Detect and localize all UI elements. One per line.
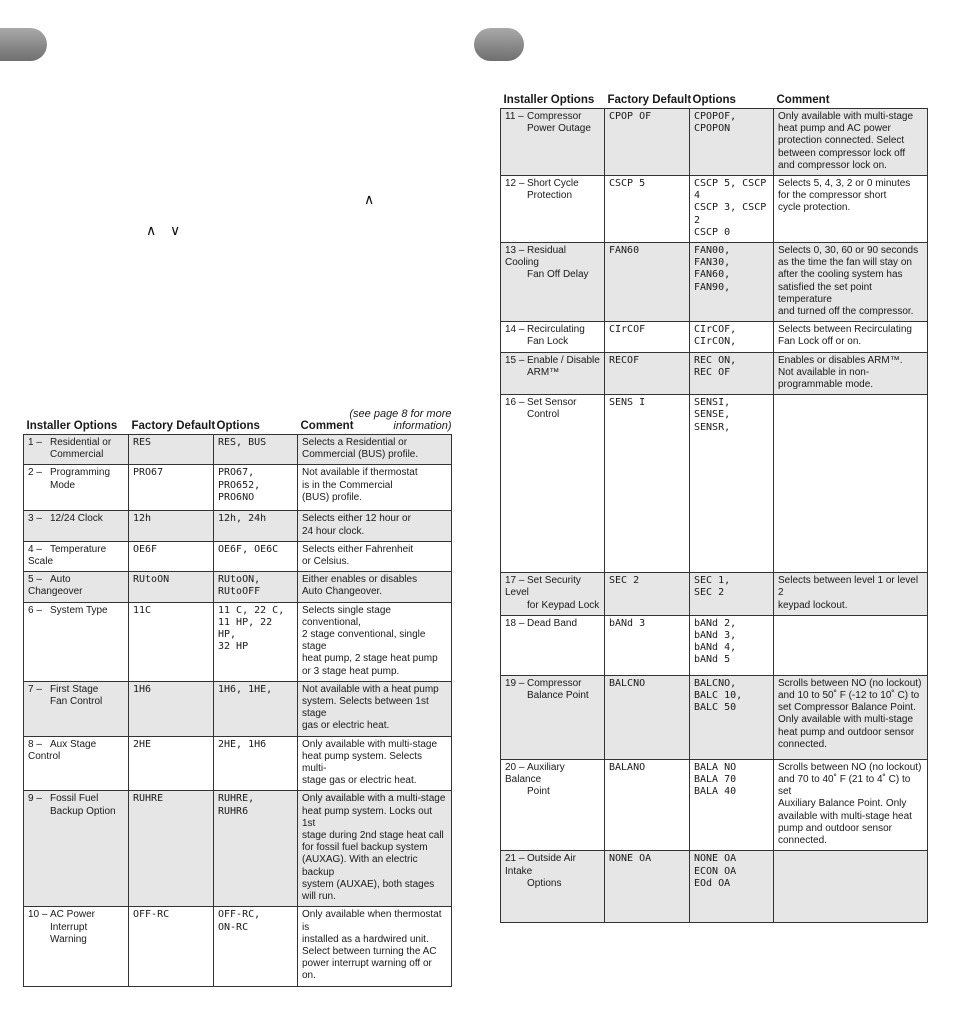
comment-cell: Selects between level 1 or level 2 keypad lockout. [774,573,928,616]
option-number-and-name [28,574,125,598]
page-tab-left [0,28,47,61]
option-number-and-name [505,111,601,123]
option-number: 20 – [505,761,525,773]
installer-option-cell [24,791,129,907]
options-cell: 2HE, 1H6 [214,736,298,791]
option-name-continued: for Keypad Lock [527,599,600,611]
option-number-and-name [505,575,601,599]
option-number: 9 – [28,793,42,805]
header-factory-default: Factory Default [607,94,692,106]
table-header-row [501,94,928,109]
option-name: Dead Band [527,617,578,629]
installer-option-cell [501,615,605,675]
table-row [501,675,928,759]
table-row [24,435,452,465]
installer-option-cell [24,907,129,986]
installer-option-cell [501,851,605,923]
option-name: Set Security Level [505,575,581,599]
option-number: 16 – [505,397,525,409]
option-name: First Stage [50,683,99,695]
option-name: Programming [50,467,111,479]
comment-cell: Not available if thermostat is in the Commercial (BUS) profile. [298,465,452,511]
installer-option-cell [24,681,129,736]
table-row [501,109,928,176]
table-row [24,736,452,791]
installer-option-cell [24,572,129,602]
page-reference-note: (see page 8 for more information) [349,408,452,432]
option-number: 18 – [505,617,525,629]
factory-default-cell: RUtoON [129,572,214,602]
option-name-continued: Balance Point [527,690,589,702]
factory-default-cell: CSCP 5 [605,176,690,243]
factory-default-cell: SENS I [605,395,690,573]
option-name: Outside Air Intake [505,853,576,877]
option-number: 15 – [505,354,525,366]
options-cell: RUtoON, RUtoOFF [214,572,298,602]
factory-default-cell: FAN60 [605,243,690,322]
comment-cell: Selects single stage conventional, 2 stage conventional, single stage heat pump, 2 stage heat pump or 3 stage heat pump. [298,602,452,681]
options-cell: 12h, 24h [214,511,298,541]
option-name-continued: Power Outage [527,123,591,135]
up-arrow-icon: ∧ [364,192,375,208]
comment-cell: Either enables or disables Auto Changeover. [298,572,452,602]
option-name: 12/24 Clock [50,513,103,525]
option-number-and-name [505,853,601,877]
option-number: 17 – [505,575,525,587]
options-cell: FAN00, FAN30, FAN60, FAN90, [690,243,774,322]
table-row [501,322,928,352]
option-number: 7 – [28,683,42,695]
factory-default-cell: OE6F [129,541,214,571]
option-number: 5 – [28,574,42,586]
option-name: Auto Changeover [28,574,83,598]
factory-default-cell: PRO67 [129,465,214,511]
table-row [501,851,928,923]
table-header-row [24,420,452,435]
table-row [24,465,452,511]
option-name-continued: Mode [50,479,76,491]
option-number-and-name [28,437,125,449]
comment-cell: Selects 5, 4, 3, 2 or 0 minutes for the compressor short cycle protection. [774,176,928,243]
factory-default-cell: RES [129,435,214,465]
option-name: Temperature Scale [28,543,107,568]
factory-default-cell: RECOF [605,352,690,395]
installer-option-cell [24,511,129,541]
option-number: 4 – [28,543,42,555]
option-number-and-name [28,909,125,921]
option-number-and-name [28,605,125,617]
table-row [501,352,928,395]
option-number-and-name [28,513,125,525]
installer-option-cell [501,759,605,850]
option-name-continued: Fan Control [50,696,103,708]
table-row [501,573,928,616]
option-number: 21 – [505,853,525,865]
up-arrow-icon: ∧ [146,223,157,239]
comment-cell: Only available with a multi-stage heat pump system. Locks out 1st stage during 2nd stage heat call for fossil fuel backup system (AUXAG). With an electric backup system (AUXAE), both stages will run. [298,791,452,907]
option-number: 10 – [28,909,48,921]
table-row [501,176,928,243]
option-number: 11 – [505,111,524,122]
comment-cell: Selects between Recirculating Fan Lock off or on. [774,322,928,352]
options-cell: OE6F, OE6C [214,541,298,571]
comment-cell: Only available with multi-stage heat pump system. Selects multi- stage gas or electric heat. [298,736,452,791]
header-installer-options: Installer Options [26,420,118,432]
installer-option-cell [24,435,129,465]
installer-option-cell [501,322,605,352]
option-name: AC Power [50,909,96,921]
option-number-and-name [28,739,125,763]
installer-option-cell [24,602,129,681]
option-name: Enable / Disable [527,354,600,366]
header-comment: Comment [776,94,830,106]
table-row [24,572,452,602]
options-cell: RUHRE, RUHR6 [214,791,298,907]
factory-default-cell: RUHRE [129,791,214,907]
page-tab-right [474,28,524,61]
installer-option-cell [501,176,605,243]
options-cell: 11 C, 22 C, 11 HP, 22 HP, 32 HP [214,602,298,681]
down-arrow-icon: ∨ [170,223,181,239]
option-number-and-name [505,324,601,336]
option-number-and-name [505,178,601,190]
comment-cell: Selects a Residential or Commercial (BUS) profile. [298,435,452,465]
option-name: Short Cycle [527,178,579,190]
comment-cell [774,395,928,573]
table-row [24,681,452,736]
installer-options-table-left [23,408,452,987]
comment-cell: Selects 0, 30, 60 or 90 seconds as the time the fan will stay on after the cooling system has satisfied the set point temperature and turned off the compressor. [774,243,928,322]
factory-default-cell: 1H6 [129,681,214,736]
option-name-continued: Commercial [50,449,104,461]
factory-default-cell: 11C [129,602,214,681]
option-name: Auxiliary Balance [505,761,565,786]
option-name: System Type [50,604,108,616]
option-name-continued: Protection [527,190,573,202]
option-name: Aux Stage Control [28,738,97,762]
option-number: 14 – [505,324,525,336]
installer-option-cell [501,675,605,759]
options-cell: CPOPOF, CPOPON [690,109,774,176]
factory-default-cell: SEC 2 [605,573,690,616]
factory-default-cell: 12h [129,511,214,541]
option-number-and-name [28,467,125,479]
table-row [24,791,452,907]
option-number: 6 – [28,604,42,616]
option-number: 13 – [505,245,525,257]
option-name-continued: Backup Option [50,805,116,817]
table-row [24,907,452,986]
table-row [24,541,452,571]
table-row [501,615,928,675]
options-cell: REC ON, REC OF [690,352,774,395]
option-number-and-name [28,544,125,568]
table-row [501,243,928,322]
option-name: Residual Cooling [505,245,566,269]
header-options: Options [692,94,736,106]
options-cell: NONE OA ECON OA EOd OA [690,851,774,923]
installer-option-cell [501,573,605,616]
option-number-and-name [505,678,601,690]
header-options: Options [216,420,260,432]
option-number-and-name [505,618,601,630]
comment-cell: Selects either 12 hour or 24 hour clock. [298,511,452,541]
installer-option-cell [24,465,129,511]
option-number-and-name [505,397,601,409]
option-number: 1 – [28,437,42,448]
options-cell: 1H6, 1HE, [214,681,298,736]
option-name-continued: Point [527,786,550,798]
comment-cell: Only available when thermostat is installed as a hardwired unit. Select between turning the AC power interrupt warning off or on. [298,907,452,986]
options-cell: bANd 2, bANd 3, bANd 4, bANd 5 [690,615,774,675]
table-row [24,602,452,681]
comment-cell: Scrolls between NO (no lockout) and 10 to 50˚ F (-12 to 10˚ C) to set Compressor Balance Point. Only available with multi-stage heat pump and outdoor sensor connected. [774,675,928,759]
option-name-continued: Fan Off Delay [527,269,589,281]
table-row [501,759,928,850]
option-number-and-name [28,793,125,805]
table-row [501,395,928,573]
comment-cell [774,851,928,923]
comment-cell: Selects either Fahrenheit or Celsius. [298,541,452,571]
factory-default-cell: OFF-RC [129,907,214,986]
option-number: 2 – [28,467,42,479]
factory-default-cell: CPOP OF [605,109,690,176]
option-number-and-name [505,245,601,269]
installer-option-cell [24,736,129,791]
option-name: Compressor [527,677,582,689]
installer-option-cell [501,395,605,573]
factory-default-cell: bANd 3 [605,615,690,675]
factory-default-cell: 2HE [129,736,214,791]
options-cell: SENSI, SENSE, SENSR, [690,395,774,573]
comment-cell: Enables or disables ARM™. Not available in non- programmable mode. [774,352,928,395]
option-number: 3 – [28,513,42,525]
comment-cell: Not available with a heat pump system. Selects between 1st stage gas or electric heat. [298,681,452,736]
options-cell: SEC 1, SEC 2 [690,573,774,616]
factory-default-cell: CIrCOF [605,322,690,352]
table-row [24,511,452,541]
option-number: 12 – [505,178,525,190]
option-name-continued: ARM™ [527,366,560,378]
factory-default-cell: BALCNO [605,675,690,759]
option-name: Compressor [527,111,582,122]
installer-option-cell [501,243,605,322]
installer-option-cell [24,541,129,571]
header-installer-options: Installer Options [503,94,595,106]
comment-cell [774,615,928,675]
option-name: Residential or [50,437,112,448]
option-name-continued: Control [527,409,560,421]
header-comment [298,408,452,435]
header-comment-label: Comment [300,420,354,432]
comment-cell: Only available with multi-stage heat pump and AC power protection connected. Select between compressor lock off and compressor lock on. [774,109,928,176]
installer-option-cell [501,352,605,395]
options-cell: CIrCOF, CIrCON, [690,322,774,352]
option-name: Fossil Fuel [50,793,99,805]
installer-option-cell [501,109,605,176]
options-cell: PRO67, PRO652, PRO6NO [214,465,298,511]
option-number: 19 – [505,677,525,689]
options-cell: OFF-RC, ON-RC [214,907,298,986]
factory-default-cell: BALANO [605,759,690,850]
option-number: 8 – [28,738,42,750]
option-number-and-name [505,355,601,367]
factory-default-cell: NONE OA [605,851,690,923]
options-cell: BALCNO, BALC 10, BALC 50 [690,675,774,759]
option-name-continued: Interrupt Warning [50,921,88,945]
option-name-continued: Fan Lock [527,336,569,348]
header-factory-default: Factory Default [131,420,216,432]
options-cell: BALA NO BALA 70 BALA 40 [690,759,774,850]
option-name: Set Sensor [527,397,577,409]
option-number-and-name [28,684,125,696]
option-name: Recirculating [527,324,585,336]
installer-options-table-right [500,94,928,923]
options-cell: RES, BUS [214,435,298,465]
options-cell: CSCP 5, CSCP 4 CSCP 3, CSCP 2 CSCP 0 [690,176,774,243]
comment-cell: Scrolls between NO (no lockout) and 70 to 40˚ F (21 to 4˚ C) to set Auxiliary Balance Point. Only available with multi-stage heat pump and outdoor sensor connected. [774,759,928,850]
option-number-and-name [505,762,601,786]
option-name-continued: Options [527,877,562,889]
